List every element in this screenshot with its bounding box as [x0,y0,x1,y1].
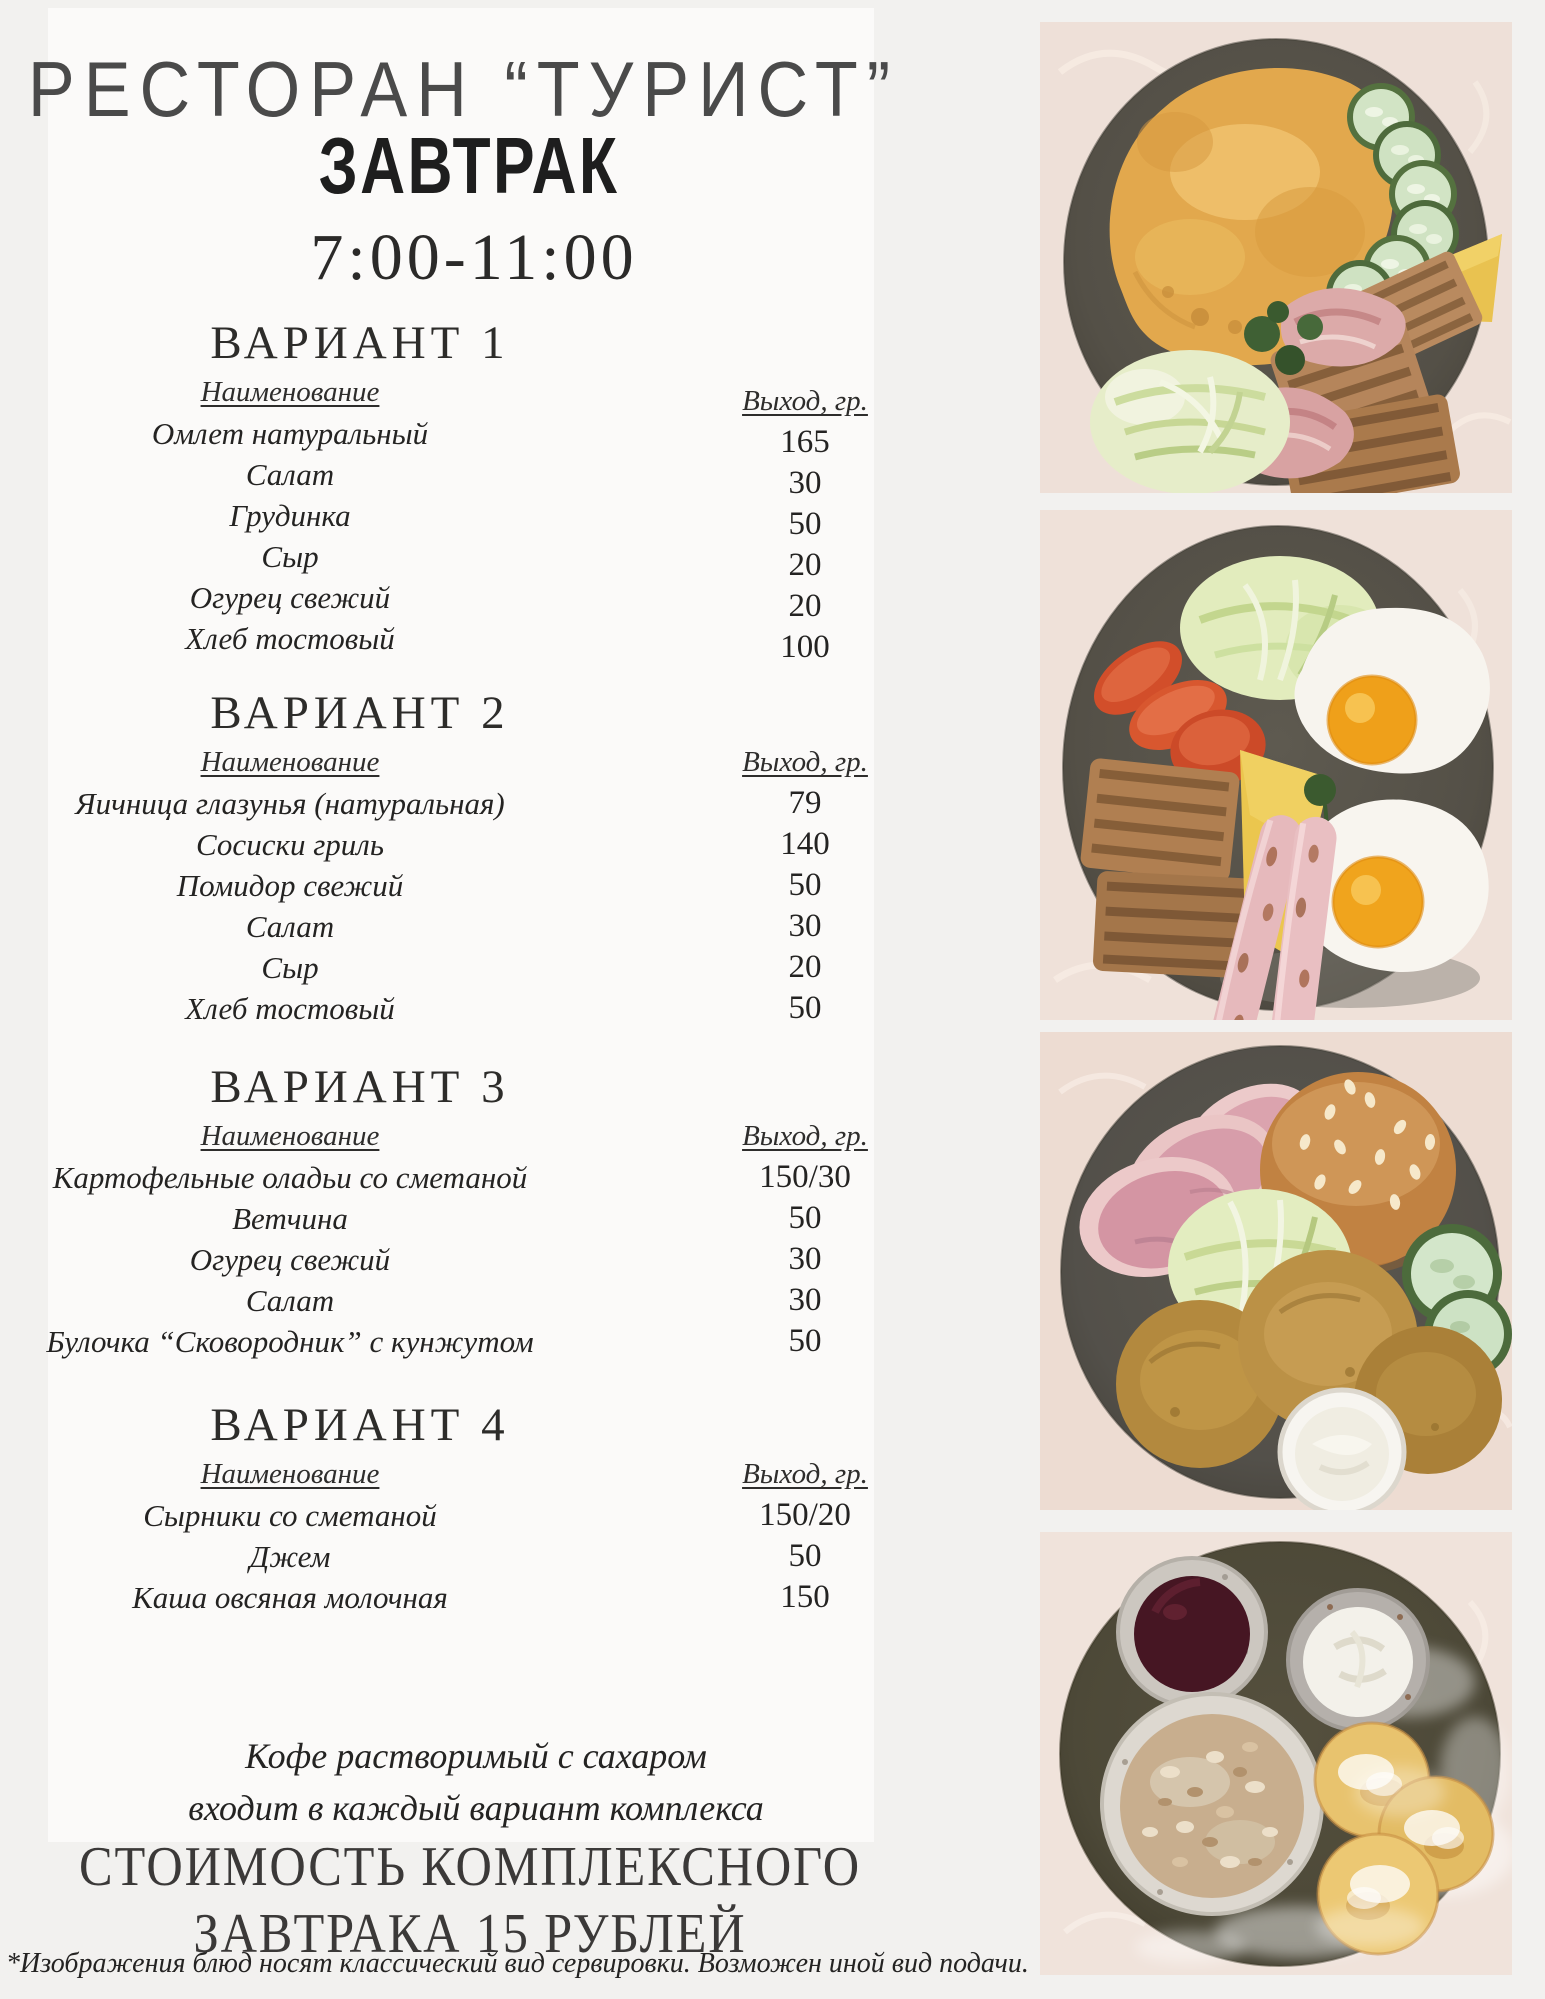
menu-item-name: Хлеб тостовый [185,620,395,656]
variant-3-name-column [46,1116,534,1362]
menu-item-weight: 150/20 [759,1497,851,1533]
menu-card [27,8,900,1842]
restaurant-name: РЕСТОРАН “ТУРИСТ” [27,45,900,133]
menu-item-name: Огурец свежий [189,579,391,615]
variant-2-title: ВАРИАНТ 2 [210,687,510,739]
menu-item-name: Булочка “Сковородник” с кунжутом [46,1323,534,1359]
variant-1-weight-column [730,372,880,668]
sour-cream-bowl [1288,1590,1428,1730]
variant-1-name-column [50,372,530,659]
variant-4-weight-column [730,1454,880,1618]
variant-2-weight-column [730,742,880,1029]
photo-variant-1-omelette-plate [1040,22,1512,493]
variant-2-name-column [50,742,530,1029]
photo-variant-2-fried-eggs-plate [1040,510,1512,1020]
price-line1: СТОИМОСТЬ КОМПЛЕКСНОГО [79,1836,861,1898]
variant-4-title: ВАРИАНТ 4 [210,1399,510,1451]
potato-pancakes-illustration [1040,1032,1512,1510]
column-header-name: Наименование [200,376,380,408]
variant-4-name-column [50,1454,530,1618]
photo-variant-4-oatmeal-syrniki-plate [1040,1532,1512,1975]
column-header-weight: Выход, гр. [742,1458,868,1490]
oatmeal-syrniki-illustration [1040,1532,1512,1975]
menu-item-weight: 150 [780,1579,830,1615]
menu-item-weight: 30 [788,1241,822,1277]
menu-item-name: Сырники со сметаной [143,1497,437,1533]
menu-item-name: Омлет натуральный [151,415,429,451]
menu-item-name: Салат [245,1282,335,1318]
menu-item-name: Сыр [261,538,319,574]
menu-title: ЗАВТРАК [318,121,620,210]
menu-item-weight: 50 [788,867,822,903]
menu-item-weight: 50 [788,1323,822,1359]
menu-item-name: Грудинка [229,497,351,533]
cabbage-salad [1090,350,1290,493]
column-header-name: Наименование [200,1120,380,1152]
menu-item-name: Ветчина [232,1200,348,1236]
column-header-weight: Выход, гр. [742,746,868,778]
serving-hours: 7:00-11:00 [310,221,638,294]
coffee-note-line2: входит в каждый вариант комплекса [188,1788,764,1828]
menu-item-name: Картофельные оладьи со сметаной [52,1159,528,1195]
fried-eggs-illustration [1040,510,1512,1020]
menu-item-weight: 30 [788,465,822,501]
menu-item-name: Джем [249,1538,331,1574]
column-header-weight: Выход, гр. [742,1120,868,1152]
menu-item-name: Хлеб тостовый [185,990,395,1026]
photo-variant-3-potato-pancakes-plate [1040,1032,1512,1510]
menu-item-name: Каша овсяная молочная [132,1579,448,1615]
fried-egg-top [1295,608,1490,774]
coffee-note [76,1730,876,1834]
menu-item-weight: 79 [788,785,822,821]
menu-item-weight: 100 [780,629,830,665]
sour-cream-bowl [1280,1390,1404,1510]
menu-item-weight: 20 [788,588,822,624]
menu-item-weight: 30 [788,1282,822,1318]
column-header-name: Наименование [200,746,380,778]
menu-item-name: Салат [245,456,335,492]
column-header-weight: Выход, гр. [742,385,868,417]
oatmeal-bowl [1102,1694,1322,1914]
variant-3-weight-column [730,1116,880,1362]
omelette-plate-illustration [1040,22,1512,493]
price-line2: ЗАВТРАКА 15 РУБЛЕЙ [193,1903,747,1965]
menu-item-weight: 140 [780,826,830,862]
menu-item-weight: 50 [788,990,822,1026]
menu-item-weight: 150/30 [759,1159,851,1195]
variant-1-title: ВАРИАНТ 1 [210,317,510,369]
menu-item-name: Салат [245,908,335,944]
menu-item-weight: 20 [788,949,822,985]
menu-item-name: Помидор свежий [176,867,404,903]
column-header-name: Наименование [200,1458,380,1490]
coffee-note-line1: Кофе растворимый с сахаром [245,1736,707,1776]
jam-bowl [1118,1558,1266,1706]
menu-item-name: Сыр [261,949,319,985]
menu-item-weight: 20 [788,547,822,583]
menu-item-name: Огурец свежий [189,1241,391,1277]
menu-item-weight: 50 [788,1538,822,1574]
variant-3-title: ВАРИАНТ 3 [210,1061,510,1113]
menu-item-weight: 50 [788,506,822,542]
menu-item-name: Яичница глазунья (натуральная) [75,785,505,821]
menu-item-name: Сосиски гриль [196,826,384,862]
menu-item-weight: 30 [788,908,822,944]
serving-disclaimer: *Изображения блюд носят классический вид сервировки. Возможен иной вид подачи. [6,1948,1029,1979]
menu-item-weight: 50 [788,1200,822,1236]
menu-item-weight: 165 [780,424,830,460]
